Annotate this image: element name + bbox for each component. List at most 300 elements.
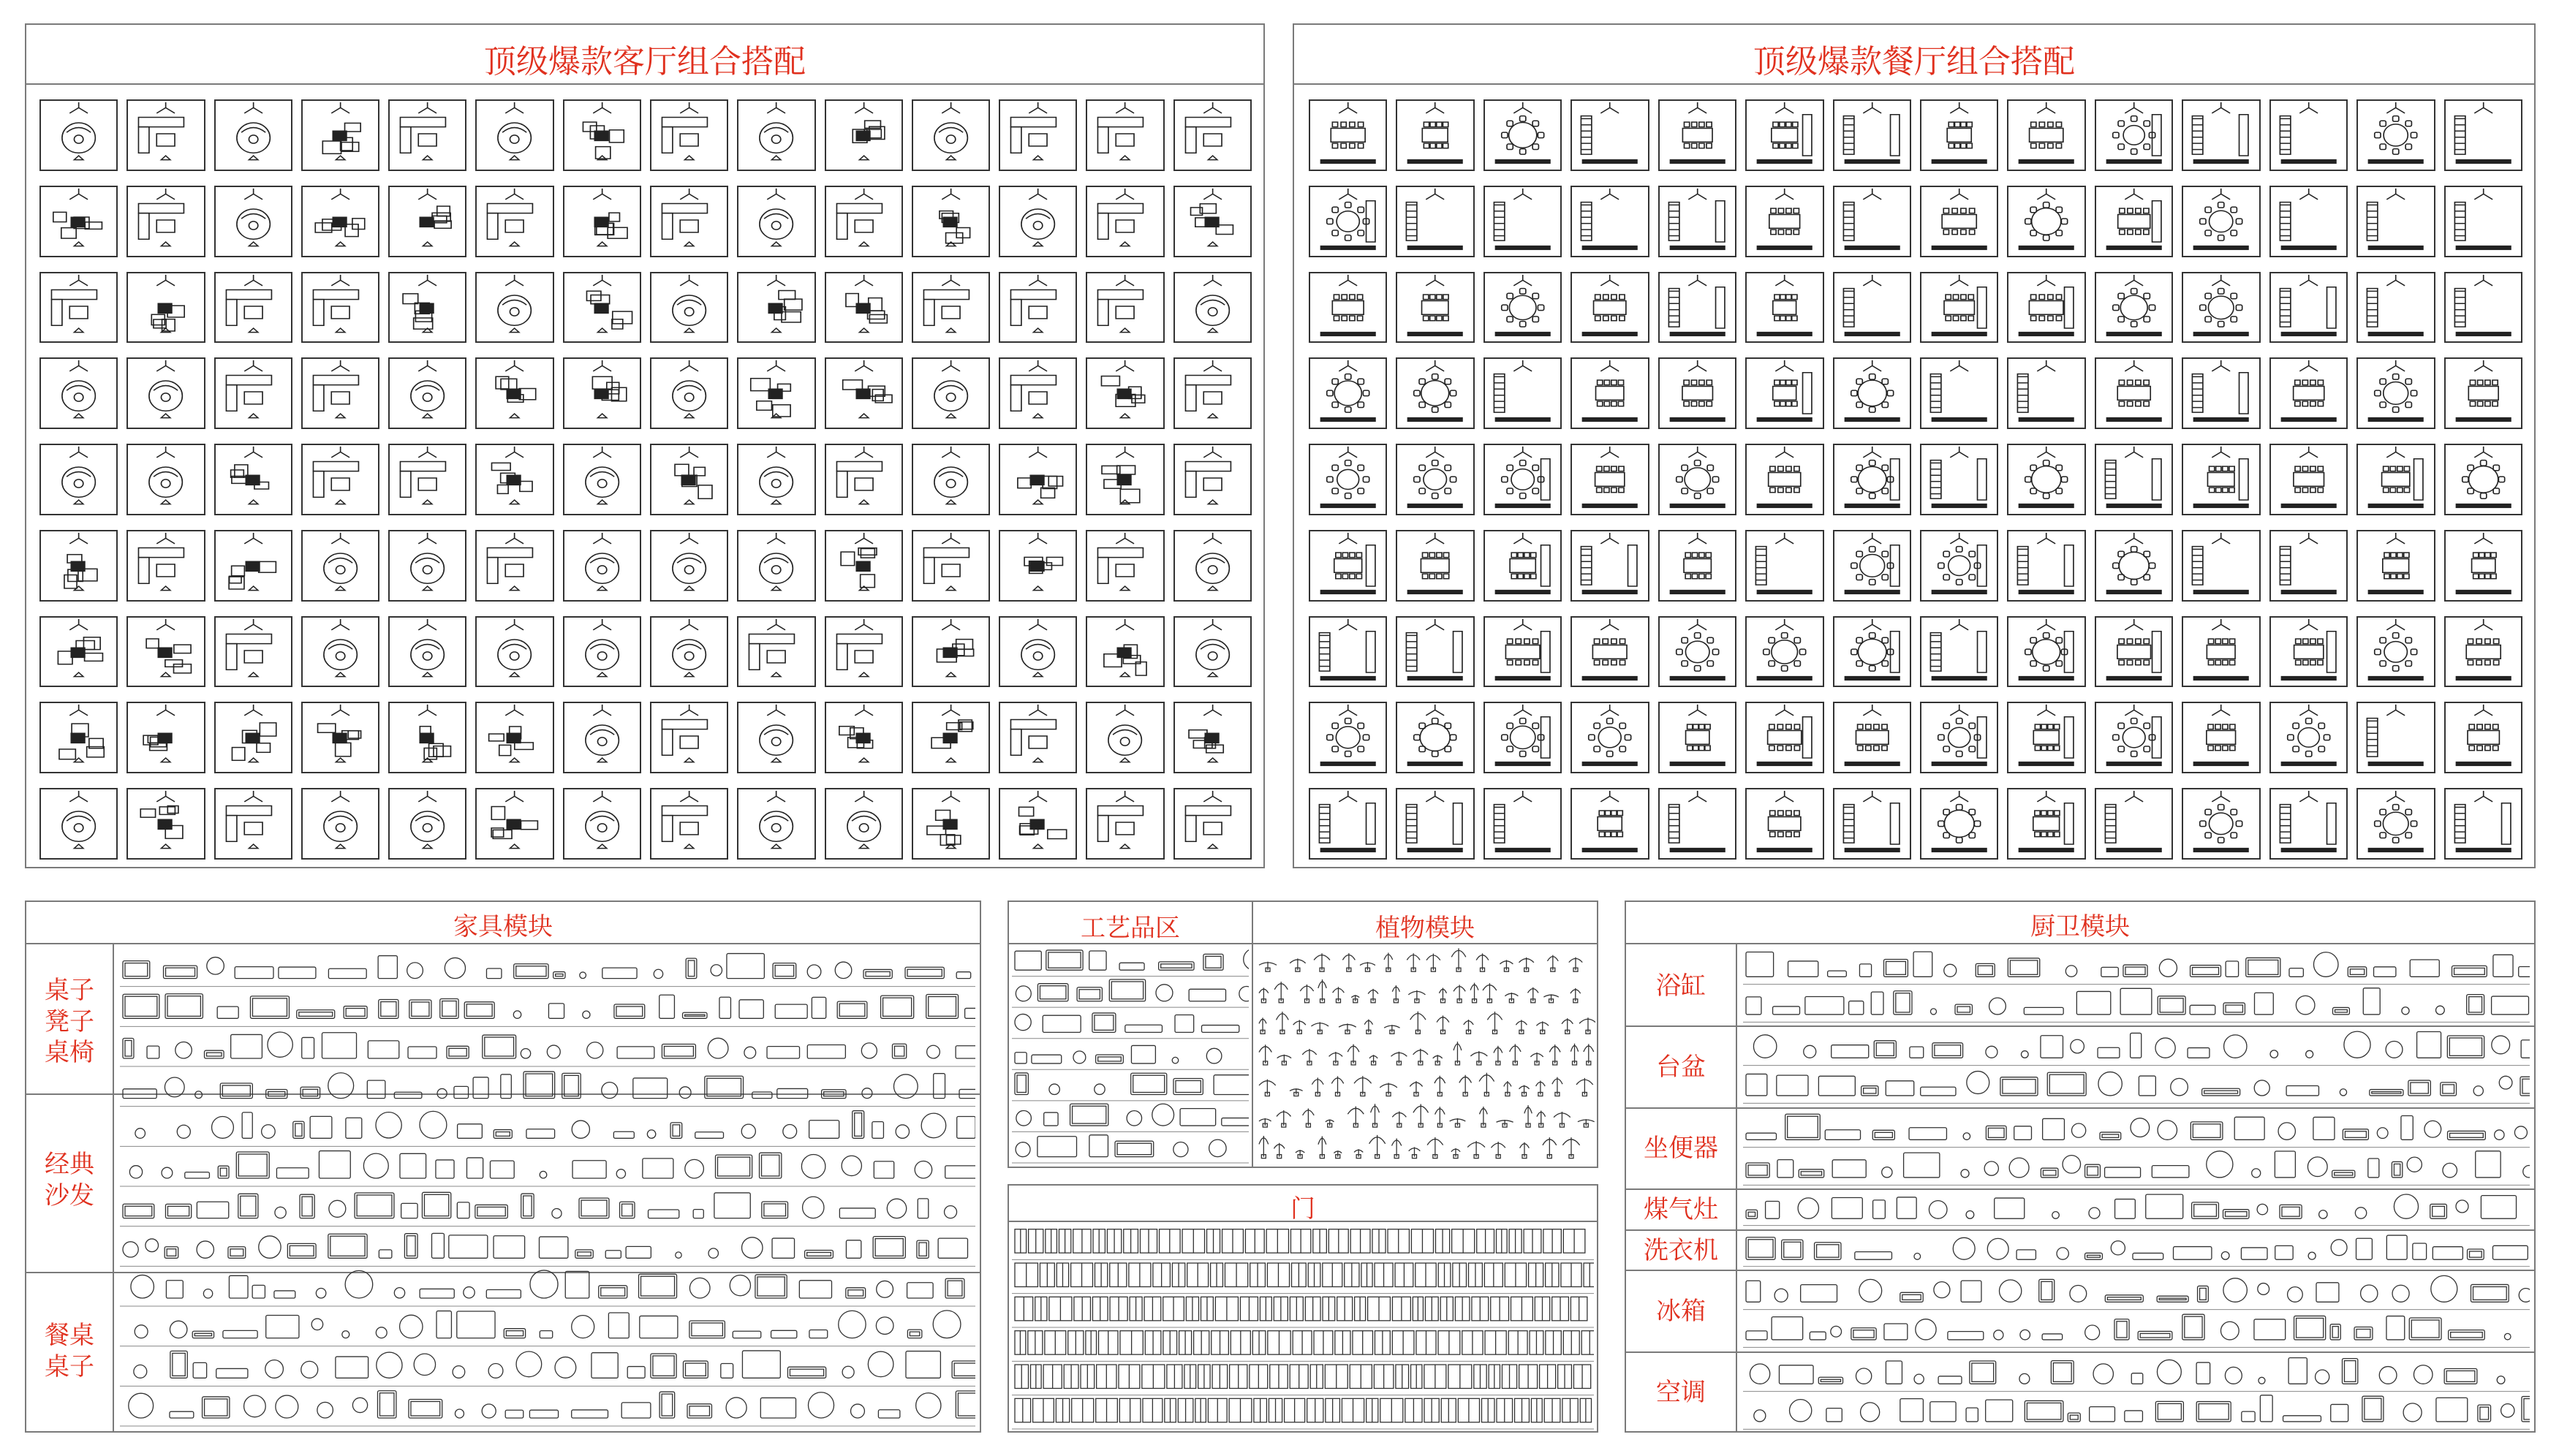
dining-room-floor-plan-icon	[2096, 789, 2171, 858]
dining-room-combo-thumbnail	[1833, 272, 1911, 344]
dining-room-combo-thumbnail	[2007, 530, 2085, 602]
dining-room-combo-thumbnail	[1483, 272, 1562, 344]
living-room-floor-plan-icon	[303, 101, 378, 170]
plants-title: 植物模块	[1375, 914, 1475, 943]
living-room-floor-plan-icon	[216, 531, 291, 600]
kitchen-bath-icon-strip	[1743, 1191, 2530, 1226]
living-room-floor-plan-icon	[390, 273, 465, 342]
living-room-floor-plan-icon	[1175, 187, 1250, 256]
living-room-floor-plan-icon	[913, 101, 989, 170]
dining-room-combo-thumbnail	[1658, 357, 1736, 429]
dining-room-combo-thumbnail	[1309, 272, 1387, 344]
crafts-icon-strip	[1012, 946, 1249, 1164]
living-room-floor-plan-icon	[303, 703, 378, 772]
living-room-combo-thumbnail	[825, 444, 903, 515]
living-room-combo-thumbnail	[126, 702, 205, 773]
dining-room-floor-plan-icon	[1747, 101, 1822, 170]
dining-room-combo-thumbnail	[1658, 530, 1736, 602]
dining-room-floor-plan-icon	[2096, 359, 2171, 428]
living-room-combo-thumbnail	[650, 530, 728, 602]
dining-room-floor-plan-icon	[1397, 789, 1473, 858]
dining-room-floor-plan-icon	[1834, 618, 1910, 686]
dining-room-floor-plan-icon	[2183, 789, 2259, 858]
dining-room-combo-thumbnail	[1745, 99, 1823, 171]
living-room-floor-plan-icon	[477, 703, 552, 772]
living-room-combo-thumbnail	[912, 788, 990, 860]
living-room-floor-plan-icon	[477, 789, 552, 858]
kitchen-bath-category-label: 洗衣机	[1644, 1235, 1718, 1265]
dining-room-combo-thumbnail	[2007, 186, 2085, 257]
dining-room-floor-plan-icon	[1921, 618, 1997, 686]
living-room-floor-plan-icon	[564, 703, 640, 772]
dining-room-floor-plan-icon	[2183, 359, 2259, 428]
dining-room-combo-thumbnail	[1920, 272, 1998, 344]
living-room-floor-plan-icon	[41, 273, 116, 342]
living-room-combo-thumbnail	[1086, 357, 1164, 429]
dining-room-combo-thumbnail	[1833, 616, 1911, 688]
living-room-combo-thumbnail	[999, 186, 1077, 257]
dining-room-floor-plan-icon	[2096, 531, 2171, 600]
dining-room-floor-plan-icon	[1660, 789, 1735, 858]
dining-room-floor-plan-icon	[1310, 789, 1386, 858]
living-room-combo-thumbnail	[563, 99, 641, 171]
living-room-combo-thumbnail	[475, 357, 553, 429]
living-room-combo-thumbnail	[39, 272, 118, 344]
living-room-combo-thumbnail	[737, 702, 815, 773]
living-room-floor-plan-icon	[216, 273, 291, 342]
living-room-combo-thumbnail	[388, 530, 466, 602]
living-room-combo-thumbnail	[388, 444, 466, 515]
living-room-floor-plan-icon	[1087, 273, 1163, 342]
living-room-floor-plan-icon	[913, 703, 989, 772]
kitchen-bath-section-divider	[1626, 1025, 2534, 1027]
dining-room-combo-thumbnail	[1920, 357, 1998, 429]
living-room-combo-thumbnail	[1173, 99, 1252, 171]
dining-room-floor-plan-icon	[2096, 445, 2171, 514]
living-room-floor-plan-icon	[738, 101, 814, 170]
living-room-floor-plan-icon	[1087, 789, 1163, 858]
kitchen-bath-block-strip	[1743, 1191, 2530, 1226]
living-room-combo-thumbnail	[214, 530, 292, 602]
living-room-combo-thumbnail	[39, 702, 118, 773]
living-room-combo-thumbnail	[1173, 788, 1252, 860]
dining-room-floor-plan-icon	[1747, 531, 1822, 600]
living-room-combo-thumbnail	[475, 616, 553, 688]
dining-room-combo-thumbnail	[1833, 444, 1911, 515]
living-room-combo-thumbnail	[563, 186, 641, 257]
living-room-combo-thumbnail	[737, 788, 815, 860]
dining-room-combo-thumbnail	[1483, 702, 1562, 773]
dining-room-floor-plan-icon	[1834, 273, 1910, 342]
dining-room-combo-thumbnail	[1396, 186, 1474, 257]
living-room-floor-plan-icon	[216, 359, 291, 428]
living-room-combo-thumbnail	[301, 357, 379, 429]
living-room-floor-plan-icon	[128, 359, 203, 428]
dining-room-combo-thumbnail	[1833, 530, 1911, 602]
dining-room-combo-thumbnail	[2007, 357, 2085, 429]
living-room-floor-plan-icon	[477, 359, 552, 428]
dining-room-combo-thumbnail	[2095, 530, 2173, 602]
living-room-combo-thumbnail	[301, 186, 379, 257]
dining-room-floor-plan-icon	[2446, 618, 2521, 686]
dining-room-floor-plan-icon	[2358, 789, 2433, 858]
dining-room-combo-thumbnail	[1920, 530, 1998, 602]
kitchen-bath-block-strip	[1743, 1354, 2530, 1430]
living-room-floor-plan-icon	[1087, 187, 1163, 256]
living-room-combo-thumbnail	[1173, 444, 1252, 515]
doors-block-strips	[1012, 1226, 1594, 1430]
living-room-floor-plan-icon	[303, 273, 378, 342]
dining-room-combo-thumbnail	[2007, 444, 2085, 515]
living-room-floor-plan-icon	[564, 101, 640, 170]
dining-room-combo-thumbnail	[1833, 702, 1911, 773]
dining-room-floor-plan-icon	[1310, 101, 1386, 170]
living-room-floor-plan-icon	[303, 618, 378, 686]
dining-room-floor-plan-icon	[2183, 618, 2259, 686]
living-room-floor-plan-icon	[1000, 359, 1076, 428]
dining-room-combo-thumbnail	[1396, 530, 1474, 602]
dining-room-floor-plan-icon	[2271, 618, 2346, 686]
living-room-floor-plan-icon	[128, 618, 203, 686]
dining-room-floor-plan-icon	[1397, 531, 1473, 600]
dining-room-floor-plan-icon	[1397, 101, 1473, 170]
dining-room-floor-plan-icon	[1310, 703, 1386, 772]
dining-room-combo-thumbnail	[2182, 788, 2260, 860]
living-room-floor-plan-icon	[651, 445, 727, 514]
living-room-combo-thumbnail	[475, 99, 553, 171]
living-room-floor-plan-icon	[651, 789, 727, 858]
dining-room-floor-plan-icon	[1310, 445, 1386, 514]
kitchen-bath-block-strip	[1743, 947, 2530, 1023]
living-room-floor-plan-icon	[913, 445, 989, 514]
dining-room-floor-plan-icon	[2446, 703, 2521, 772]
dining-room-combo-thumbnail	[2095, 788, 2173, 860]
dining-room-floor-plan-icon	[2446, 789, 2521, 858]
dining-room-title: 顶级爆款餐厅组合搭配	[1753, 43, 2075, 80]
living-room-combo-thumbnail	[39, 99, 118, 171]
living-room-combo-thumbnail	[999, 788, 1077, 860]
dining-room-floor-plan-icon	[2008, 273, 2084, 342]
dining-room-floor-plan-icon	[1485, 445, 1560, 514]
dining-room-combo-thumbnail	[2356, 530, 2435, 602]
dining-room-floor-plan-icon	[2358, 101, 2433, 170]
dining-room-floor-plan-icon	[1485, 359, 1560, 428]
dining-room-combo-thumbnail	[1745, 357, 1823, 429]
living-room-combo-thumbnail	[388, 357, 466, 429]
living-room-floor-plan-icon	[738, 618, 814, 686]
dining-room-floor-plan-icon	[1921, 101, 1997, 170]
living-room-combo-thumbnail	[1173, 186, 1252, 257]
furniture-category-tables-stools: 桌子 凳子 桌椅	[45, 976, 94, 1067]
living-room-floor-plan-icon	[128, 789, 203, 858]
living-room-floor-plan-icon	[651, 101, 727, 170]
dining-room-combo-thumbnail	[2444, 357, 2522, 429]
living-room-combo-thumbnail	[388, 788, 466, 860]
dining-room-combo-thumbnail	[1920, 788, 1998, 860]
dining-room-combo-thumbnail	[2095, 444, 2173, 515]
dining-room-combo-thumbnail	[2182, 99, 2260, 171]
living-room-combo-thumbnail	[912, 530, 990, 602]
living-room-combo-thumbnail	[301, 530, 379, 602]
kitchen-bath-sections	[1626, 944, 2534, 1433]
living-room-combo-thumbnail	[39, 530, 118, 602]
living-room-combo-thumbnail	[650, 186, 728, 257]
living-room-combo-thumbnail	[999, 272, 1077, 344]
dining-room-combo-thumbnail	[2444, 788, 2522, 860]
dining-room-combo-thumbnail	[1658, 272, 1736, 344]
living-room-floor-plan-icon	[1175, 618, 1250, 686]
dining-room-combo-thumbnail	[2444, 702, 2522, 773]
dining-room-title-divider	[1294, 83, 2534, 85]
dining-room-combo-thumbnail	[2356, 357, 2435, 429]
dining-room-combo-thumbnail	[1658, 444, 1736, 515]
living-room-combo-thumbnail	[39, 357, 118, 429]
living-room-combo-thumbnail	[214, 99, 292, 171]
living-room-grid	[39, 99, 1252, 860]
living-room-floor-plan-icon	[738, 273, 814, 342]
living-room-floor-plan-icon	[216, 703, 291, 772]
living-room-floor-plan-icon	[651, 618, 727, 686]
dining-room-combo-thumbnail	[1920, 99, 1998, 171]
dining-room-floor-plan-icon	[2271, 359, 2346, 428]
dining-room-floor-plan-icon	[2183, 101, 2259, 170]
living-room-floor-plan-icon	[390, 789, 465, 858]
dining-room-floor-plan-icon	[1747, 618, 1822, 686]
dining-room-combo-thumbnail	[1920, 616, 1998, 688]
dining-room-floor-plan-icon	[1747, 703, 1822, 772]
dining-room-combo-thumbnail	[2182, 272, 2260, 344]
living-room-combo-thumbnail	[912, 702, 990, 773]
living-room-combo-thumbnail	[388, 99, 466, 171]
dining-room-floor-plan-icon	[1747, 187, 1822, 256]
dining-room-floor-plan-icon	[1747, 359, 1822, 428]
living-room-combo-thumbnail	[126, 530, 205, 602]
kitchen-bath-icon-strip	[1743, 1273, 2530, 1348]
dining-room-floor-plan-icon	[2008, 359, 2084, 428]
doors-icon-strip	[1012, 1226, 1594, 1430]
dining-room-floor-plan-icon	[2096, 618, 2171, 686]
living-room-floor-plan-icon	[128, 101, 203, 170]
plants-icon-strip	[1256, 946, 1595, 1164]
living-room-floor-plan-icon	[390, 101, 465, 170]
dining-room-combo-thumbnail	[1745, 616, 1823, 688]
living-room-combo-thumbnail	[650, 357, 728, 429]
living-room-floor-plan-icon	[41, 618, 116, 686]
living-room-floor-plan-icon	[477, 618, 552, 686]
kitchen-bath-category-label: 浴缸	[1656, 971, 1706, 1001]
dining-room-floor-plan-icon	[2271, 101, 2346, 170]
dining-room-floor-plan-icon	[2446, 359, 2521, 428]
living-room-combo-thumbnail	[650, 444, 728, 515]
dining-room-combo-thumbnail	[1396, 99, 1474, 171]
dining-room-floor-plan-icon	[1572, 273, 1647, 342]
living-room-combo-thumbnail	[825, 99, 903, 171]
dining-room-combo-thumbnail	[2095, 616, 2173, 688]
dining-room-floor-plan-icon	[2183, 703, 2259, 772]
furniture-label-divider	[113, 943, 114, 1433]
living-room-combo-thumbnail	[825, 788, 903, 860]
dining-room-floor-plan-icon	[1310, 618, 1386, 686]
furniture-title: 家具模块	[453, 912, 553, 941]
living-room-combo-thumbnail	[912, 444, 990, 515]
dining-room-floor-plan-icon	[2446, 273, 2521, 342]
dining-room-combo-thumbnail	[1396, 357, 1474, 429]
living-room-floor-plan-icon	[128, 531, 203, 600]
dining-room-floor-plan-icon	[1572, 703, 1647, 772]
dining-room-floor-plan-icon	[1310, 531, 1386, 600]
living-room-combo-thumbnail	[475, 186, 553, 257]
dining-room-combo-thumbnail	[1483, 530, 1562, 602]
dining-room-floor-plan-icon	[1310, 187, 1386, 256]
living-room-combo-thumbnail	[126, 616, 205, 688]
dining-room-combo-thumbnail	[1483, 99, 1562, 171]
living-room-combo-thumbnail	[214, 186, 292, 257]
living-room-combo-thumbnail	[563, 788, 641, 860]
living-room-combo-thumbnail	[999, 99, 1077, 171]
living-room-floor-plan-icon	[41, 789, 116, 858]
living-room-combo-thumbnail	[563, 444, 641, 515]
living-room-combo-thumbnail	[39, 616, 118, 688]
dining-room-floor-plan-icon	[1834, 531, 1910, 600]
living-room-floor-plan-icon	[826, 789, 901, 858]
dining-room-floor-plan-icon	[1921, 359, 1997, 428]
dining-room-floor-plan-icon	[1485, 789, 1560, 858]
doors-title: 门	[1290, 1194, 1315, 1224]
dining-room-floor-plan-icon	[1485, 618, 1560, 686]
living-room-combo-thumbnail	[912, 616, 990, 688]
living-room-floor-plan-icon	[564, 187, 640, 256]
dining-room-floor-plan-icon	[1485, 187, 1560, 256]
dining-room-panel	[1293, 23, 2536, 868]
dining-room-combo-thumbnail	[2356, 444, 2435, 515]
dining-room-floor-plan-icon	[1397, 703, 1473, 772]
living-room-floor-plan-icon	[1000, 445, 1076, 514]
dining-room-combo-thumbnail	[1483, 186, 1562, 257]
dining-room-floor-plan-icon	[1921, 273, 1997, 342]
living-room-combo-thumbnail	[563, 272, 641, 344]
living-room-floor-plan-icon	[913, 187, 989, 256]
dining-room-combo-thumbnail	[1658, 99, 1736, 171]
dining-room-floor-plan-icon	[1747, 789, 1822, 858]
living-room-combo-thumbnail	[301, 788, 379, 860]
dining-room-combo-thumbnail	[1309, 444, 1387, 515]
living-room-floor-plan-icon	[477, 531, 552, 600]
dining-room-combo-thumbnail	[1396, 444, 1474, 515]
furniture-icon-strip	[120, 947, 975, 1427]
living-room-floor-plan-icon	[128, 445, 203, 514]
kitchen-bath-category-label: 坐便器	[1644, 1134, 1718, 1164]
living-room-combo-thumbnail	[126, 444, 205, 515]
living-room-title: 顶级爆款客厅组合搭配	[484, 43, 806, 80]
dining-room-combo-thumbnail	[2356, 99, 2435, 171]
living-room-combo-thumbnail	[650, 616, 728, 688]
dining-room-floor-plan-icon	[1834, 789, 1910, 858]
dining-room-combo-thumbnail	[1309, 99, 1387, 171]
living-room-floor-plan-icon	[390, 618, 465, 686]
dining-room-combo-thumbnail	[1570, 702, 1649, 773]
dining-room-combo-thumbnail	[2095, 702, 2173, 773]
dining-room-combo-thumbnail	[1309, 616, 1387, 688]
dining-room-floor-plan-icon	[1572, 445, 1647, 514]
living-room-combo-thumbnail	[563, 357, 641, 429]
living-room-floor-plan-icon	[1175, 445, 1250, 514]
dining-room-combo-thumbnail	[1570, 272, 1649, 344]
living-room-floor-plan-icon	[128, 703, 203, 772]
dining-room-floor-plan-icon	[2096, 187, 2171, 256]
dining-room-combo-thumbnail	[2095, 272, 2173, 344]
dining-room-floor-plan-icon	[1660, 187, 1735, 256]
dining-room-combo-thumbnail	[1745, 530, 1823, 602]
living-room-combo-thumbnail	[301, 444, 379, 515]
living-room-combo-thumbnail	[737, 186, 815, 257]
dining-room-floor-plan-icon	[1397, 445, 1473, 514]
furniture-category-classic-sofa: 经典 沙发	[45, 1150, 94, 1210]
living-room-combo-thumbnail	[126, 272, 205, 344]
living-room-floor-plan-icon	[738, 359, 814, 428]
dining-room-combo-thumbnail	[2356, 272, 2435, 344]
dining-room-floor-plan-icon	[2271, 273, 2346, 342]
dining-room-combo-thumbnail	[2269, 357, 2348, 429]
dining-room-floor-plan-icon	[1834, 101, 1910, 170]
living-room-combo-thumbnail	[475, 530, 553, 602]
living-room-floor-plan-icon	[564, 445, 640, 514]
kitchen-bath-block-strip	[1743, 1273, 2530, 1348]
dining-room-floor-plan-icon	[2271, 703, 2346, 772]
kitchen-bath-icon-strip	[1743, 1232, 2530, 1267]
dining-room-combo-thumbnail	[1309, 530, 1387, 602]
kitchen-bath-section-divider	[1626, 1188, 2534, 1190]
dining-room-floor-plan-icon	[1747, 445, 1822, 514]
dining-room-floor-plan-icon	[1310, 273, 1386, 342]
dining-room-floor-plan-icon	[2446, 531, 2521, 600]
living-room-panel	[25, 23, 1265, 868]
living-room-combo-thumbnail	[1086, 530, 1164, 602]
living-room-combo-thumbnail	[563, 616, 641, 688]
living-room-floor-plan-icon	[1175, 101, 1250, 170]
living-room-combo-thumbnail	[1086, 616, 1164, 688]
living-room-combo-thumbnail	[825, 272, 903, 344]
living-room-combo-thumbnail	[912, 272, 990, 344]
living-room-floor-plan-icon	[1000, 703, 1076, 772]
kitchen-bath-section-divider	[1626, 1107, 2534, 1109]
dining-room-floor-plan-icon	[1572, 101, 1647, 170]
dining-room-combo-thumbnail	[2269, 444, 2348, 515]
dining-room-floor-plan-icon	[2358, 703, 2433, 772]
living-room-floor-plan-icon	[564, 359, 640, 428]
living-room-combo-thumbnail	[39, 788, 118, 860]
living-room-combo-thumbnail	[1086, 444, 1164, 515]
living-room-combo-thumbnail	[999, 444, 1077, 515]
dining-room-floor-plan-icon	[1660, 531, 1735, 600]
dining-room-combo-thumbnail	[1920, 186, 1998, 257]
living-room-floor-plan-icon	[1000, 187, 1076, 256]
living-room-floor-plan-icon	[1000, 273, 1076, 342]
living-room-floor-plan-icon	[303, 445, 378, 514]
dining-room-combo-thumbnail	[2356, 186, 2435, 257]
living-room-combo-thumbnail	[737, 357, 815, 429]
living-room-floor-plan-icon	[390, 187, 465, 256]
living-room-combo-thumbnail	[912, 186, 990, 257]
dining-room-combo-thumbnail	[2007, 702, 2085, 773]
dining-room-floor-plan-icon	[1834, 703, 1910, 772]
dining-room-combo-thumbnail	[2269, 272, 2348, 344]
living-room-floor-plan-icon	[390, 703, 465, 772]
dining-room-combo-thumbnail	[2444, 616, 2522, 688]
living-room-combo-thumbnail	[825, 357, 903, 429]
dining-room-floor-plan-icon	[1485, 273, 1560, 342]
dining-room-floor-plan-icon	[2008, 703, 2084, 772]
dining-room-combo-thumbnail	[2095, 99, 2173, 171]
